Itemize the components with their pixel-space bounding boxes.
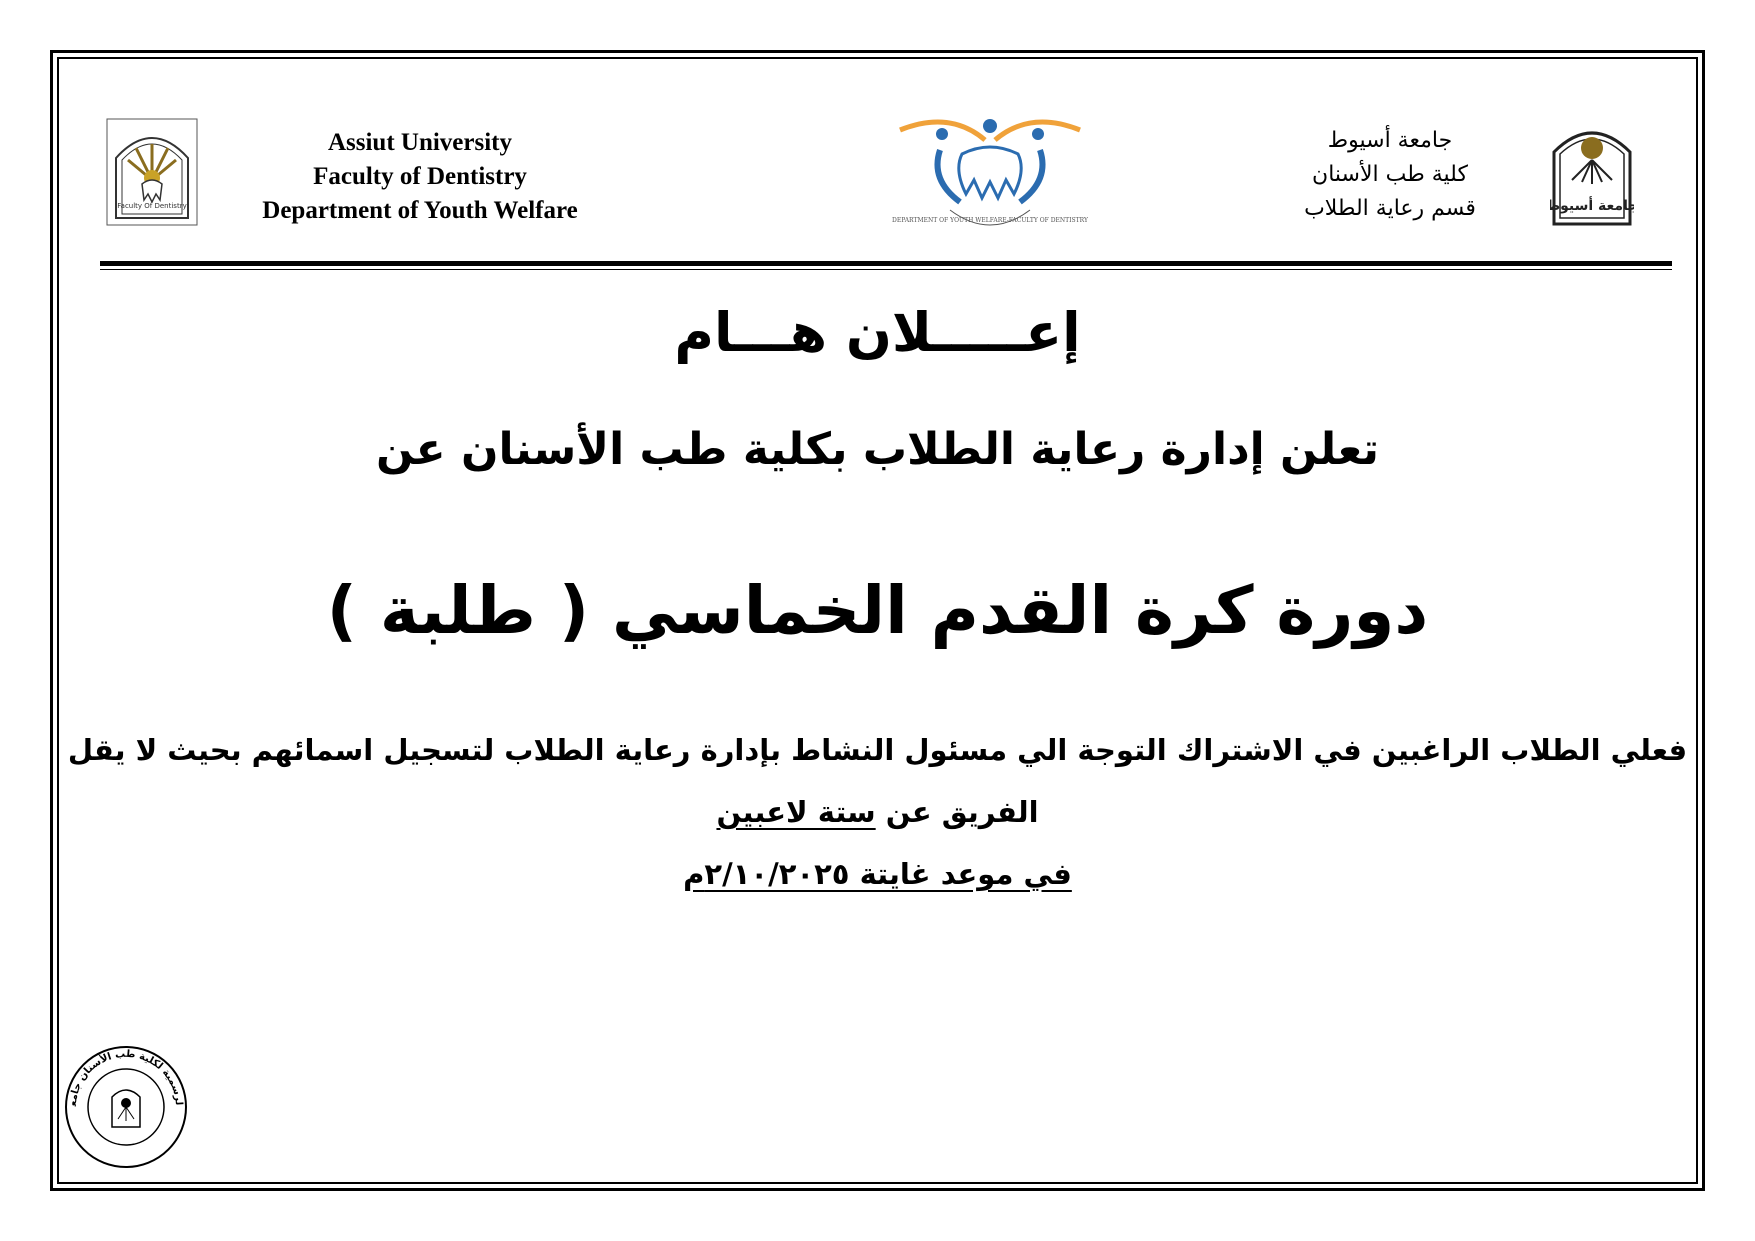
team-size-requirement: ستة لاعبين (716, 795, 876, 829)
svg-text:الصفحة الرسمية لكلية طب الأسنا (62, 1043, 184, 1108)
english-line-faculty: Faculty of Dentistry (313, 163, 527, 190)
english-line-department: Department of Youth Welfare (262, 197, 578, 224)
arabic-letterhead (1260, 124, 1520, 226)
english-line-university: Assiut University (327, 129, 513, 156)
deadline-line (60, 852, 1695, 896)
body-line-1: فعلي الطلاب الراغبين في الاشتراك التوجة الي مسئول النشاط بإدارة رعاية الطلاب لتسجيل اسمائهم بحيث لا يقل (67, 733, 1688, 767)
stamp-label: لرسمية لكلية طب الأسنان جامع (67, 1048, 184, 1107)
body-line-2 (60, 790, 1695, 834)
event-name: دورة كرة القدم الخماسي ( طلبة ) (326, 572, 1429, 649)
faculty-of-dentistry-logo-icon (106, 118, 198, 226)
left-logo-label: Faculty Of Dentistry (117, 202, 187, 210)
letterhead (100, 110, 1655, 240)
english-letterhead (230, 126, 610, 228)
arabic-line-university: جامعة أسيوط (1327, 128, 1453, 153)
right-logo-label: جامعة أسيوط (1550, 198, 1634, 214)
header-divider-thin (100, 269, 1672, 270)
arabic-line-faculty: كلية طب الأسنان (1312, 162, 1468, 187)
deadline: في موعد غايتة ٢/١٠/٢٠٢٥م (683, 857, 1072, 891)
body-line-2-prefix: الفريق عن (875, 795, 1039, 829)
official-stamp-icon (62, 1043, 190, 1171)
youth-welfare-logo-icon (890, 110, 1090, 240)
assiut-university-logo-icon (1550, 118, 1634, 228)
announcement-subtitle: تعلن إدارة رعاية الطلاب بكلية طب الأسنان عن (376, 424, 1379, 475)
announcement-title: إعـــــلان هـــام (674, 301, 1081, 364)
arabic-line-department: قسم رعاية الطلاب (1304, 196, 1476, 221)
center-logo-label: DEPARTMENT OF YOUTH WELFARE-FACULTY OF DENTISTRY (892, 217, 1088, 224)
header-divider-thick (100, 261, 1672, 266)
